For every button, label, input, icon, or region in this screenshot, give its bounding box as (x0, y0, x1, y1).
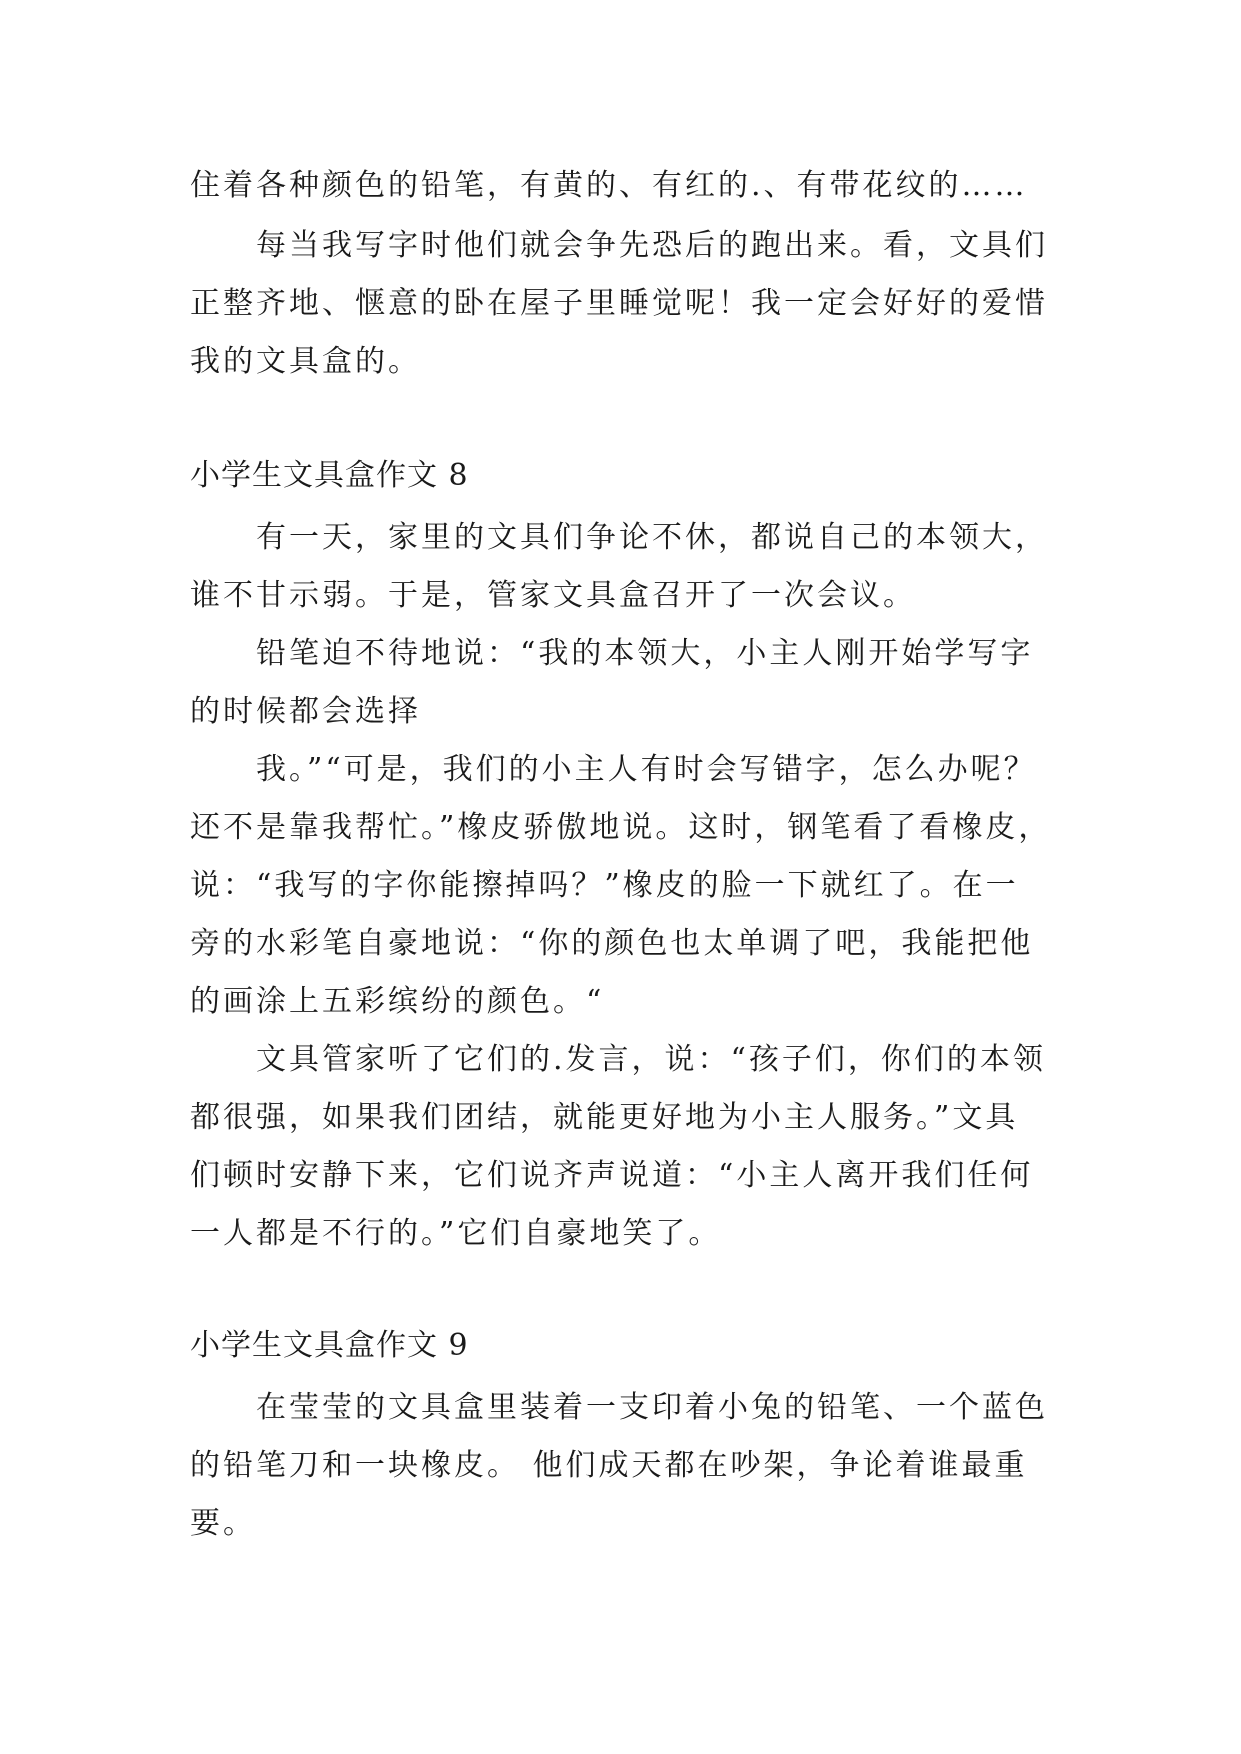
paragraph-line: 正整齐地、惬意的卧在屋子里睡觉呢！我一定会好好的爱惜 (190, 286, 1048, 321)
paragraph-line: 还不是靠我帮忙。”橡皮骄傲地说。这时，钢笔看了看橡皮， (190, 810, 1052, 845)
paragraph-line: 文具管家听了它们的.发言，说：“孩子们，你们的本领 (256, 1042, 1046, 1077)
paragraph-line: 一人都是不行的。”它们自豪地笑了。 (190, 1216, 722, 1251)
section-heading: 小学生文具盒作文 8 (190, 458, 469, 493)
paragraph-line: 在莹莹的文具盒里装着一支印着小兔的铅笔、一个蓝色 (256, 1390, 1048, 1425)
paragraph-line: 要。 (190, 1506, 256, 1541)
paragraph-line: 的铅笔刀和一块橡皮。 他们成天都在吵架，争论着谁最重 (190, 1448, 1028, 1483)
paragraph-line: 有一天，家里的文具们争论不休，都说自己的本领大， (256, 520, 1048, 555)
paragraph-line: 的时候都会选择 (190, 694, 421, 729)
paragraph-line: 谁不甘示弱。于是，管家文具盒召开了一次会议。 (190, 578, 916, 613)
paragraph-line: 的画涂上五彩缤纷的颜色。“ (190, 984, 605, 1019)
paragraph-line: 说：“我写的字你能擦掉吗？”橡皮的脸一下就红了。在一 (190, 868, 1019, 903)
paragraph-line: 我的文具盒的。 (190, 344, 421, 379)
paragraph-line: 我。”“可是，我们的小主人有时会写错字，怎么办呢？ (256, 752, 1037, 787)
section-heading: 小学生文具盒作文 9 (190, 1328, 469, 1363)
paragraph-line: 每当我写字时他们就会争先恐后的跑出来。看，文具们 (256, 228, 1048, 263)
paragraph-line: 们顿时安静下来，它们说齐声说道：“小主人离开我们任何 (190, 1158, 1034, 1193)
paragraph-line: 铅笔迫不待地说：“我的本领大，小主人刚开始学写字 (256, 636, 1034, 671)
paragraph-line: 住着各种颜色的铅笔，有黄的、有红的.、有带花纹的…… (190, 168, 1028, 203)
paragraph-line: 旁的水彩笔自豪地说：“你的颜色也太单调了吧，我能把他 (190, 926, 1034, 961)
paragraph-line: 都很强，如果我们团结，就能更好地为小主人服务。”文具 (190, 1100, 1019, 1135)
